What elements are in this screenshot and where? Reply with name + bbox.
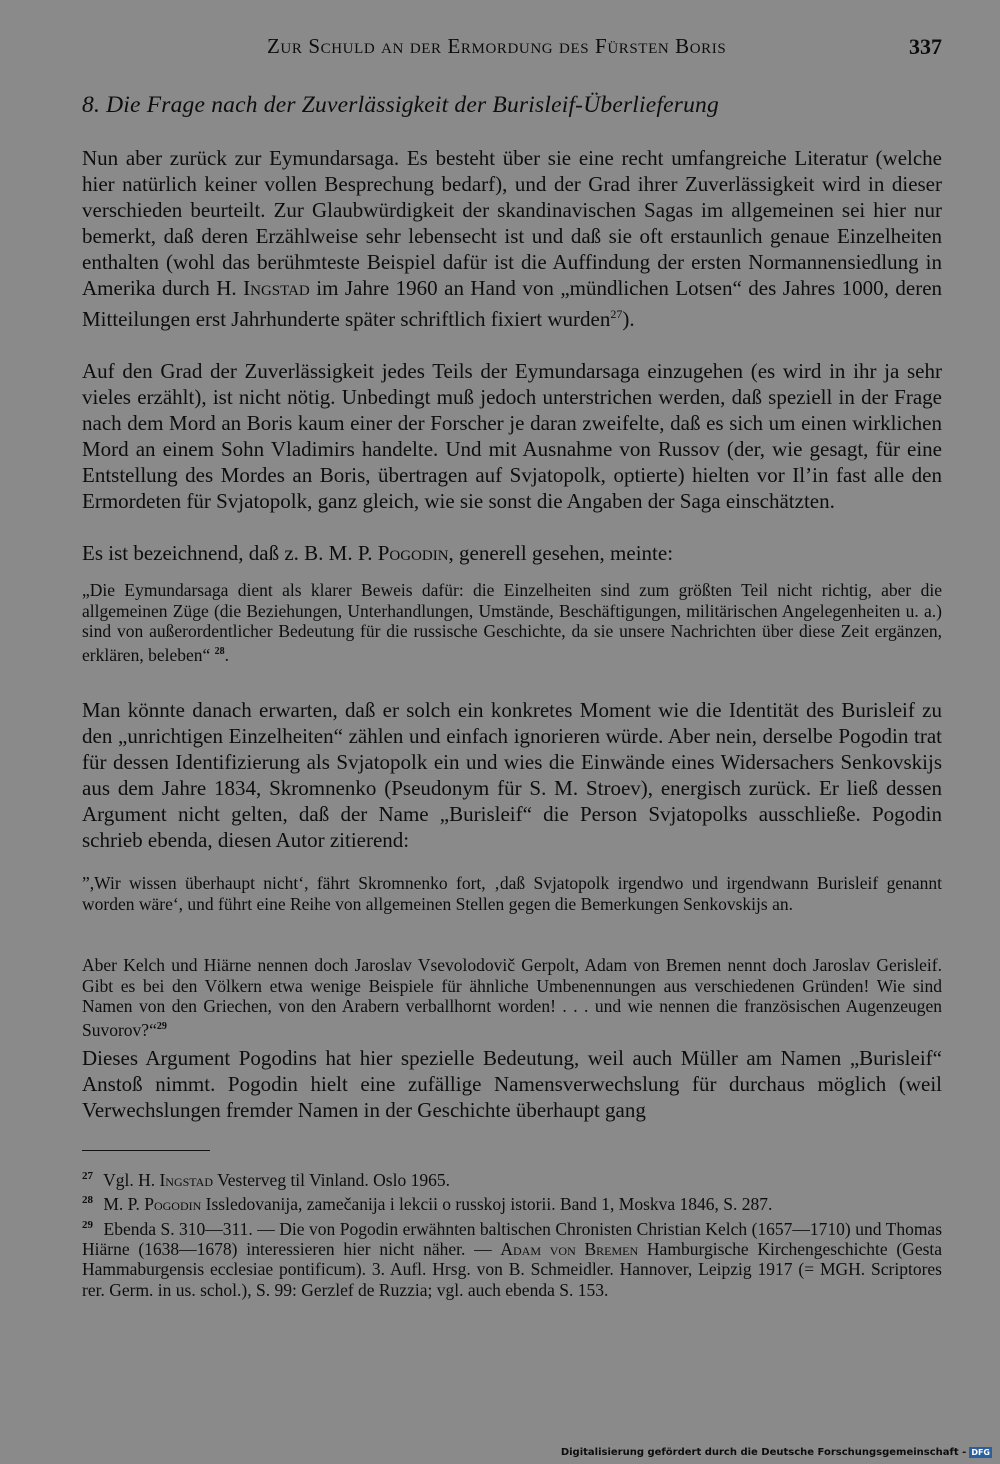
paragraph-4: Man könnte danach erwarten, daß er solch ein konkretes Moment wie die Identität des Burisleif zu den „unrichtigen Einzelheiten“ zählen und einfach ignorieren würde. Aber nein, derselbe Pogodin trat für dessen Identifizierung als Svjatopolk ein und wies die Einwände eines Widersachers Senkovskijs aus dem Jahre 1834, Skromnenko (Pseudonym für S. M. Stroev), energisch zurück. Er ließ dessen Argument nicht gelten, daß der Name „Burisleif“ die Person Svjatopolks ausschließe. Pogodin schrieb ebenda, diesen Autor zitierend:	[82, 698, 942, 852]
footnote-text-cont: Issledovanija, zamečanija i lekcii o russkoj istorii. Band 1, Moskva 1846, S. 287.	[205, 1194, 773, 1215]
block-quote-3	[82, 955, 942, 1040]
footnote-marker: 29	[82, 1218, 93, 1231]
block-quote-1-text: „Die Eymundarsaga dient als klarer Beweis dafür: die Einzelheiten sind zum größten Teil nicht richtig, aber die allgemeinen Züge (die Beziehungen, Unterhandlungen, Umstände, Beschäftigungen, militärischen Angelegenheiten u. a.) sind von außerordentlicher Bedeutung für die russische Geschichte, da sie unsere Nachrichten über diese Zeit ergänzen, erklären, beleben“	[82, 580, 942, 665]
digitization-note-text: Digitalisierung gefördert durch die Deutsche Forschungsgemeinschaft -	[560, 1447, 967, 1458]
footnote-29	[82, 1215, 942, 1301]
footnote-27	[82, 1166, 942, 1190]
footnote-ref-27: 27	[610, 307, 623, 321]
paragraph-1-text-cont: im Jahre 1960 an Hand von „mündlichen Lotsen“ des Jahres 1000, deren Mitteilungen erst Jahrhunderte später schriftlich fixiert wurden	[82, 276, 943, 331]
footnote-divider	[82, 1150, 210, 1151]
running-head	[82, 34, 942, 64]
page-number: 337	[909, 34, 942, 59]
footnote-text-cont: Hamburgische Kirchengeschichte (Gesta Hammaburgensis ecclesiae pontificum). 3. Aufl. Hrsg. von B. Schmeidler. Hannover, Leipzig 1917 (= MGH. Scriptores rer. Germ. in us. schol.), S. 99: Gerzlef de Ruzzia; vgl. auch ebenda S. 153.	[82, 1238, 943, 1300]
block-quote-3-text: Aber Kelch und Hiärne nennen doch Jaroslav Vsevolodovič Gerpolt, Adam von Bremen nennt doch Jaroslav Gerisleif. Gibt es bei den Völkern etwa wenige Beispiele für ähnliche Umbenennungen aus verschiedenen Gründen! Wie sind Namen von den Griechen, von den Arabern verballhornt worden! . . . und wie nennen die französischen Augenzeugen Suvorov?“	[82, 955, 942, 1040]
footnote-text: Ebenda S. 310—311. — Die von Pogodin erwähnten baltischen Chronisten Christian Kelch (1657—1710) und Thomas Hiärne (1638—1678) interessieren hier nicht näher. —	[82, 1218, 943, 1259]
footnote-28	[82, 1190, 942, 1214]
author-name-pogodin: Pogodin	[377, 541, 449, 565]
footnote-text: Vgl. H.	[103, 1169, 156, 1190]
section-heading: 8. Die Frage nach der Zuverlässigkeit der Burisleif-Überlieferung	[82, 92, 719, 118]
paragraph-1	[82, 145, 942, 332]
footnotes	[82, 1166, 942, 1300]
dfg-logo-icon: DFG	[971, 1448, 990, 1457]
footnote-author: Adam von Bremen	[500, 1238, 639, 1259]
paragraph-1-end: ).	[622, 307, 635, 331]
author-name-ingstad: Ingstad	[243, 276, 310, 300]
footnote-marker: 28	[82, 1194, 93, 1207]
block-quote-1-end: .	[224, 644, 230, 665]
paragraph-3	[82, 540, 942, 566]
footnote-text: M. P.	[103, 1194, 140, 1215]
paragraph-3-text: Es ist bezeichnend, daß z. B. M. P.	[82, 541, 373, 565]
block-quote-2: ”,Wir wissen überhaupt nicht‘, fährt Skromnenko fort, ‚daß Svjatopolk irgendwo und irgendwann Burisleif genannt worden wäre‘, und führt eine Reihe von allgemeinen Stellen gegen die Bemerkungen Senkovskijs an.	[82, 873, 942, 914]
paragraph-5: Dieses Argument Pogodins hat hier spezielle Bedeutung, weil auch Müller am Namen „Burisleif“ Anstoß nimmt. Pogodin hielt eine zufällige Namensverwechslung für durchaus möglich (weil Verwechslungen fremder Namen in der Geschichte überhaupt gang	[82, 1046, 942, 1122]
footnote-marker: 27	[82, 1170, 93, 1182]
block-quote-1	[82, 580, 942, 665]
footnote-text-cont: Vesterveg til Vinland. Oslo 1965.	[217, 1169, 450, 1190]
footnote-author: Pogodin	[144, 1194, 202, 1215]
paragraph-3-text-cont: , generell gesehen, meinte:	[448, 541, 674, 565]
running-title: Zur Schuld an der Ermordung des Fürsten Boris	[267, 34, 727, 58]
footnote-ref-29: 29	[156, 1020, 167, 1032]
footnote-ref-28: 28	[214, 645, 225, 657]
paragraph-1-text: Nun aber zurück zur Eymundarsaga. Es besteht über sie eine recht umfangreiche Literatur (welche hier natürlich keiner vollen Besprechung bedarf), und der Grad ihrer Zuverlässigkeit wird in dieser verschieden beurteilt. Zur Glaubwürdigkeit der skandinavischen Sagas im allgemeinen sei hier nur bemerkt, daß deren Erzählweise sehr lebensecht ist und daß sie oft erstaunlich genaue Einzelheiten enthalten (wohl das berühmteste Beispiel dafür ist die Auffindung der ersten Normannensiedlung in Amerika durch H.	[82, 146, 942, 300]
paragraph-2: Auf den Grad der Zuverlässigkeit jedes Teils der Eymundarsaga einzugehen (es wird in ihr ja sehr vieles erzählt), ist nicht nötig. Unbedingt muß jedoch unterstrichen werden, daß speziell in der Frage nach dem Mord an Boris kaum einer der Forscher je daran zweifelte, daß es sich um einen wirklichen Mord an einem Sohn Vladimirs handelte. Und mit Ausnahme von Russov (der, wie gesagt, für eine Entstellung des Mordes an Boris, übertragen auf Svjatopolk, optierte) hielten vor Il’in fast alle den Ermordeten für Svjatopolk, ganz gleich, wie sie sonst die Angaben der Saga einschätzten.	[82, 359, 942, 513]
digitization-note	[561, 1447, 992, 1458]
footnote-author: Ingstad	[159, 1169, 213, 1190]
